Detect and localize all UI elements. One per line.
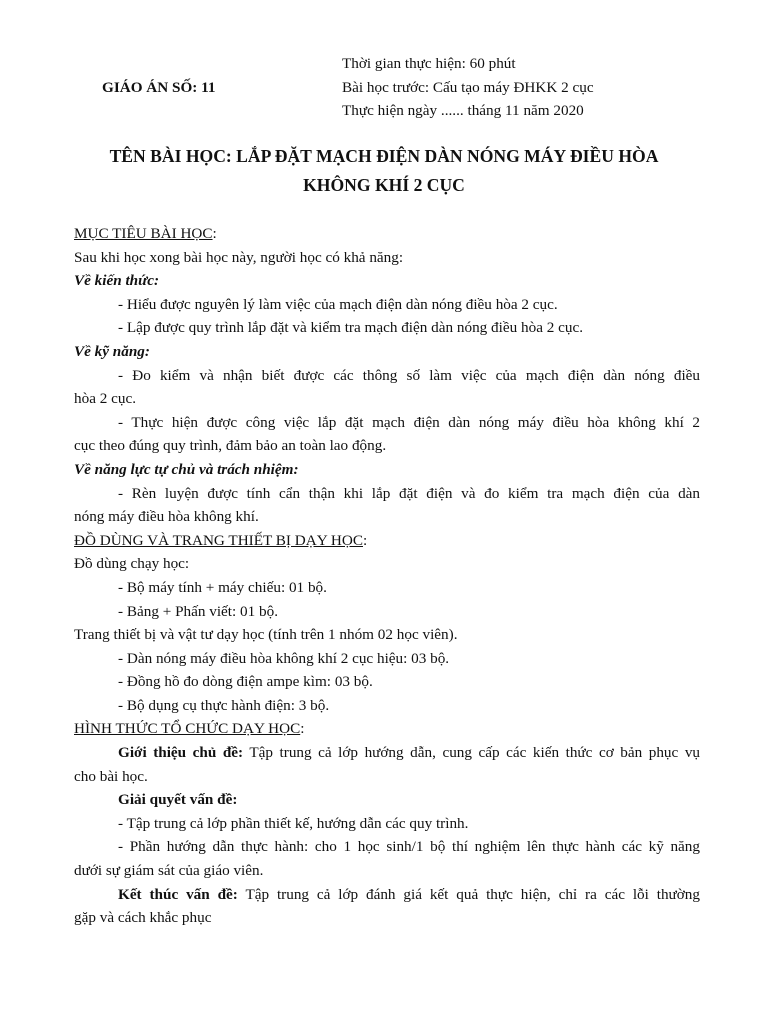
solve-problem-item: - Tập trung cả lớp phần thiết kế, hướng dẫn các quy trình. [118, 814, 469, 832]
organization-heading-line: HÌNH THỨC TỔ CHỨC DẠY HỌC: [74, 720, 305, 738]
device-item: - Đồng hồ đo dòng điện ampe kìm: 03 bộ. [118, 673, 373, 691]
lesson-duration: Thời gian thực hiện: 60 phút [342, 55, 516, 72]
intro-topic-line-1 [74, 741, 700, 765]
equipment-heading-line: ĐỒ DÙNG VÀ TRANG THIẾT BỊ DẠY HỌC: [74, 531, 368, 549]
skill-item-2-line-1: - Thực hiện được công việc lắp đặt mạch điện dàn nóng máy điều hòa không khí 2 [118, 413, 700, 431]
autonomy-item-line-1: - Rèn luyện được tính cẩn thận khi lắp đặt điện và đo kiểm tra mạch điện của dàn [118, 484, 700, 502]
tool-item: - Bộ máy tính + máy chiếu: 01 bộ. [118, 578, 327, 596]
skill-item-1-line-2: hòa 2 cục. [74, 390, 136, 408]
skill-item-2-line-2: cục theo đúng quy trình, đảm bảo an toàn lao động. [74, 437, 387, 455]
devices-intro: Trang thiết bị và vật tư dạy học (tính trên 1 nhóm 02 học viên). [74, 626, 458, 644]
objectives-heading-line: MỤC TIÊU BÀI HỌC: [74, 225, 217, 242]
equipment-heading: ĐỒ DÙNG VÀ TRANG THIẾT BỊ DẠY HỌC [74, 531, 363, 549]
device-item: - Dàn nóng máy điều hòa không khí 2 cục hiệu: 03 bộ. [118, 649, 450, 667]
end-problem-line-2: gặp và cách khắc phục [74, 909, 212, 927]
autonomy-item-line-2: nóng máy điều hòa không khí. [74, 508, 259, 526]
end-problem-line-1 [74, 883, 700, 907]
lesson-number: GIÁO ÁN SỐ: 11 [102, 79, 216, 96]
knowledge-item: - Lập được quy trình lắp đặt và kiểm tra mạch điện dàn nóng điều hòa 2 cục. [118, 319, 583, 337]
tools-intro: Đồ dùng chạy học: [74, 555, 190, 573]
previous-lesson: Bài học trước: Cấu tạo máy ĐHKK 2 cục [342, 79, 594, 96]
knowledge-heading: Về kiến thức: [74, 272, 160, 290]
skills-heading: Về kỹ năng: [74, 342, 150, 360]
objectives-intro: Sau khi học xong bài học này, người học có khả năng: [74, 248, 404, 266]
skill-item-1-line-1: - Đo kiểm và nhận biết được các thông số làm việc của mạch điện dàn nóng điều [118, 366, 700, 384]
tool-item: - Bảng + Phấn viết: 01 bộ. [118, 602, 279, 620]
autonomy-heading: Về năng lực tự chủ và trách nhiệm: [74, 460, 299, 478]
objectives-heading: MỤC TIÊU BÀI HỌC [74, 225, 213, 242]
device-item: - Bộ dụng cụ thực hành điện: 3 bộ. [118, 696, 330, 714]
intro-topic-line-2: cho bài học. [74, 767, 148, 785]
lesson-body [74, 222, 700, 930]
intro-topic-label: Giới thiệu chủ đề: [118, 744, 244, 762]
solve-problem-item-2-line-2: dưới sự giám sát của giáo viên. [74, 862, 264, 880]
lesson-title-line-2: KHÔNG KHÍ 2 CỤC [303, 175, 465, 195]
intro-topic-text: Tập trung cả lớp hướng dẫn, cung cấp các kiến thức cơ bản phục vụ [243, 744, 701, 762]
knowledge-item: - Hiểu được nguyên lý làm việc của mạch điện dàn nóng điều hòa 2 cục. [118, 295, 558, 313]
organization-heading: HÌNH THỨC TỔ CHỨC DẠY HỌC [74, 720, 301, 738]
lesson-date: Thực hiện ngày ...... tháng 11 năm 2020 [342, 102, 584, 119]
lesson-title-line-1: TÊN BÀI HỌC: LẮP ĐẶT MẠCH ĐIỆN DÀN NÓNG MÁY ĐIỀU HÒA [109, 146, 659, 166]
end-problem-text: Tập trung cả lớp đánh giá kết quả thực hiện, chỉ ra các lỗi thường [237, 885, 700, 903]
solve-problem-item-2-line-1: - Phần hướng dẫn thực hành: cho 1 học sinh/1 bộ thí nghiệm lên thực hành các kỹ năng [118, 838, 700, 856]
end-problem-label: Kết thúc vấn đề: [118, 885, 238, 903]
solve-problem-label: Giải quyết vấn đề: [118, 791, 238, 809]
